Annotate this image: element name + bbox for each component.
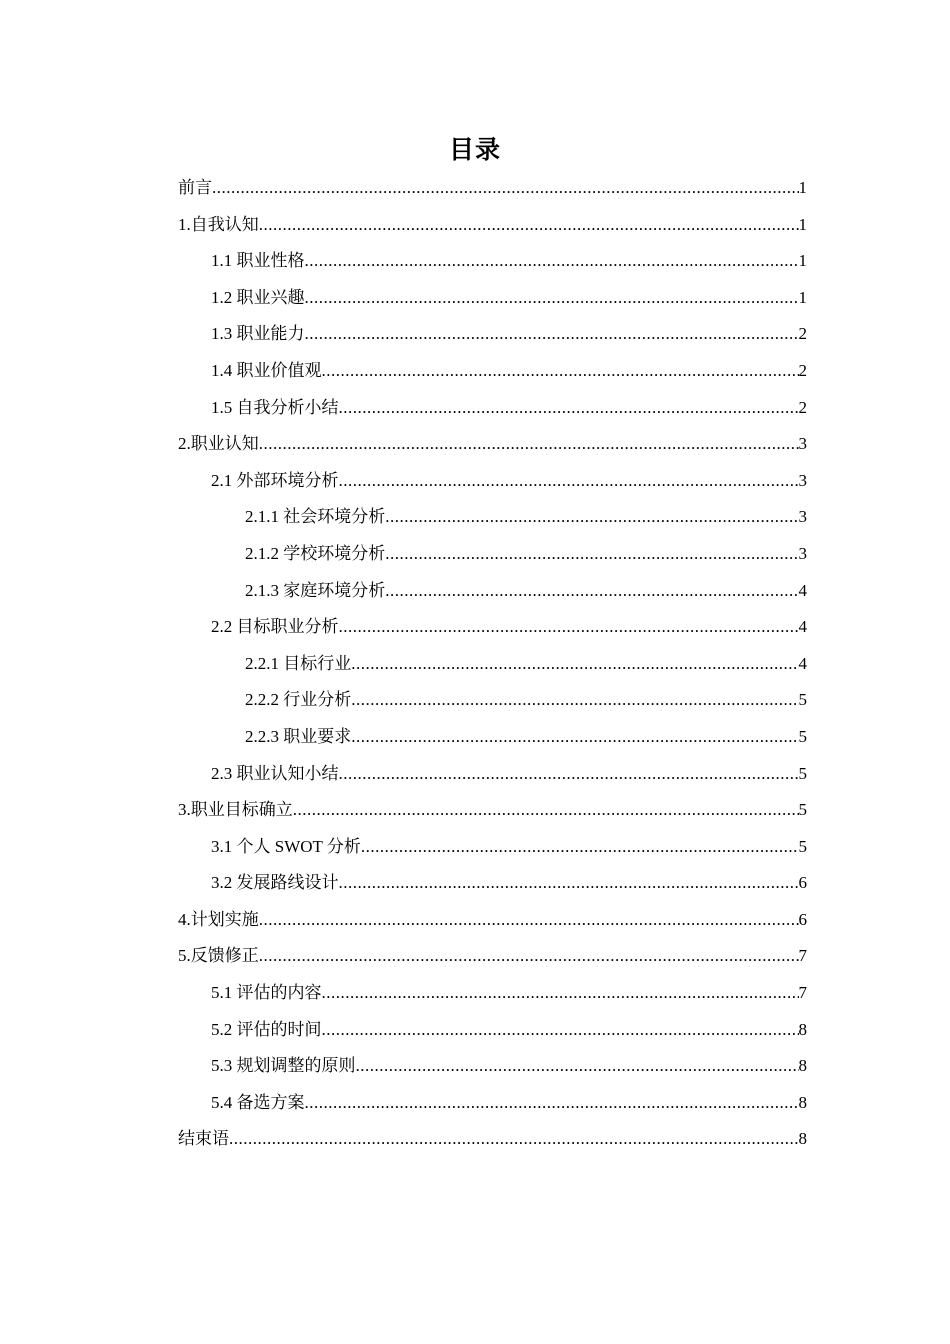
toc-entry[interactable] — [178, 829, 807, 866]
toc-entry[interactable] — [178, 280, 807, 317]
toc-entry-page-number: 2 — [798, 397, 807, 417]
dot-leader — [212, 170, 799, 207]
toc-entry[interactable] — [178, 499, 807, 536]
toc-entry-label[interactable]: 1.4 职业价值观 — [211, 360, 322, 380]
toc-entry-label[interactable]: 2.1 外部环境分析 — [211, 470, 339, 490]
toc-entry[interactable] — [178, 975, 807, 1012]
toc-entry-label[interactable]: 2.2 目标职业分析 — [211, 617, 339, 637]
dot-leader — [339, 756, 799, 793]
toc-entry[interactable] — [178, 792, 807, 829]
toc-entry-page-number: 1 — [798, 178, 807, 197]
toc-entry-page-number: 5 — [798, 690, 807, 710]
toc-entry[interactable] — [178, 536, 807, 573]
toc-entry-label[interactable]: 1.自我认知 — [178, 214, 259, 234]
toc-entry-page-number: 8 — [798, 1019, 807, 1039]
toc-entry[interactable] — [178, 1121, 807, 1158]
toc-entry[interactable] — [178, 609, 807, 646]
toc-entry-label[interactable]: 2.1.1 社会环境分析 — [245, 507, 386, 527]
toc-entry-page-number: 5 — [798, 763, 807, 783]
toc-entry-page-number: 8 — [798, 1129, 807, 1149]
toc-entry-label[interactable]: 5.反馈修正 — [178, 946, 259, 966]
toc-entry-label[interactable]: 1.5 自我分析小结 — [211, 397, 339, 417]
toc-entry-page-number: 1 — [798, 214, 807, 234]
dot-leader — [229, 1121, 799, 1158]
dot-leader — [339, 865, 799, 902]
toc-entry[interactable] — [178, 316, 807, 353]
toc-entry[interactable] — [178, 573, 807, 610]
dot-leader — [259, 938, 799, 975]
toc-entry[interactable] — [178, 1085, 807, 1122]
dot-leader — [322, 1012, 799, 1049]
toc-entry[interactable] — [178, 938, 807, 975]
dot-leader — [339, 390, 799, 427]
toc-entry-label[interactable]: 1.1 职业性格 — [211, 251, 305, 271]
toc-entry[interactable] — [178, 1048, 807, 1085]
dot-leader — [322, 353, 799, 390]
toc-entry-page-number: 8 — [798, 1056, 807, 1076]
toc-entry[interactable] — [178, 390, 807, 427]
toc-entry[interactable] — [178, 1012, 807, 1049]
dot-leader — [305, 243, 799, 280]
toc-entry-page-number: 1 — [798, 287, 807, 307]
dot-leader — [339, 609, 799, 646]
dot-leader — [305, 1085, 799, 1122]
toc-entry-page-number: 3 — [798, 507, 807, 527]
toc-entry-label[interactable]: 1.2 职业兴趣 — [211, 287, 305, 307]
toc-entry[interactable] — [178, 426, 807, 463]
toc-entry-label[interactable]: 结束语 — [178, 1129, 229, 1149]
toc-entry-label[interactable]: 4.计划实施 — [178, 909, 259, 929]
toc-entry[interactable] — [178, 756, 807, 793]
toc-entry-label[interactable]: 3.2 发展路线设计 — [211, 873, 339, 893]
dot-leader — [339, 463, 799, 500]
toc-entry-label[interactable]: 5.3 规划调整的原则 — [211, 1056, 356, 1076]
toc-entry[interactable] — [178, 682, 807, 719]
toc-entry-label[interactable]: 5.2 评估的时间 — [211, 1019, 322, 1039]
dot-leader — [385, 573, 798, 610]
toc-entry-page-number: 3 — [798, 434, 807, 454]
toc-entry-page-number: 1 — [798, 251, 807, 271]
toc-entry-page-number: 7 — [798, 946, 807, 966]
dot-leader — [351, 646, 798, 683]
dot-leader — [361, 829, 799, 866]
toc-entry[interactable] — [178, 207, 807, 244]
toc-entry-label[interactable]: 2.2.3 职业要求 — [245, 726, 352, 746]
toc-entry-label[interactable]: 2.1.2 学校环境分析 — [245, 543, 386, 563]
toc-entry-page-number: 2 — [798, 324, 807, 344]
dot-leader — [305, 316, 799, 353]
dot-leader — [259, 207, 799, 244]
toc-entry-page-number: 4 — [798, 653, 807, 673]
dot-leader — [351, 682, 798, 719]
toc-entry[interactable] — [178, 719, 807, 756]
dot-leader — [293, 792, 799, 829]
dot-leader — [351, 719, 798, 756]
dot-leader — [259, 426, 799, 463]
dot-leader — [305, 280, 799, 317]
dot-leader — [356, 1048, 799, 1085]
toc-entry-page-number: 3 — [798, 543, 807, 563]
toc-entry-page-number: 5 — [798, 726, 807, 746]
toc-entry-label[interactable]: 前言 — [178, 178, 212, 197]
toc-entry[interactable] — [178, 243, 807, 280]
toc-entry-label[interactable]: 3.1 个人 SWOT 分析 — [211, 836, 361, 856]
toc-entry-page-number: 7 — [798, 983, 807, 1003]
toc-entry-page-number: 5 — [798, 836, 807, 856]
toc-entry-page-number: 8 — [798, 1092, 807, 1112]
toc-entry-page-number: 3 — [798, 470, 807, 490]
toc-entry-label[interactable]: 5.1 评估的内容 — [211, 983, 322, 1003]
dot-leader — [259, 902, 799, 939]
toc-entry-page-number: 6 — [798, 873, 807, 893]
toc-entry[interactable] — [178, 353, 807, 390]
toc-entry[interactable] — [178, 646, 807, 683]
toc-entry[interactable] — [178, 463, 807, 500]
toc-entry-label[interactable]: 2.2.1 目标行业 — [245, 653, 352, 673]
toc-entry-label[interactable]: 2.1.3 家庭环境分析 — [245, 580, 386, 600]
toc-entry[interactable] — [178, 170, 807, 207]
toc-entry-page-number: 4 — [798, 580, 807, 600]
toc-entry-page-number: 2 — [798, 360, 807, 380]
toc-entry-label[interactable]: 2.2.2 行业分析 — [245, 690, 352, 710]
table-of-contents — [178, 170, 807, 1158]
page-title: 目录 — [448, 137, 501, 164]
toc-entry[interactable] — [178, 902, 807, 939]
toc-entry-label[interactable]: 5.4 备选方案 — [211, 1092, 305, 1112]
toc-entry-label[interactable]: 3.职业目标确立 — [178, 800, 293, 820]
toc-entry-label[interactable]: 2.职业认知 — [178, 434, 259, 454]
toc-entry-page-number: 6 — [798, 909, 807, 929]
toc-entry-page-number: 5 — [798, 800, 807, 820]
dot-leader — [385, 499, 798, 536]
toc-entry-page-number: 4 — [798, 617, 807, 637]
toc-entry-label[interactable]: 2.3 职业认知小结 — [211, 763, 339, 783]
dot-leader — [385, 536, 798, 573]
toc-entry[interactable] — [178, 865, 807, 902]
toc-entry-label[interactable]: 1.3 职业能力 — [211, 324, 305, 344]
dot-leader — [322, 975, 799, 1012]
